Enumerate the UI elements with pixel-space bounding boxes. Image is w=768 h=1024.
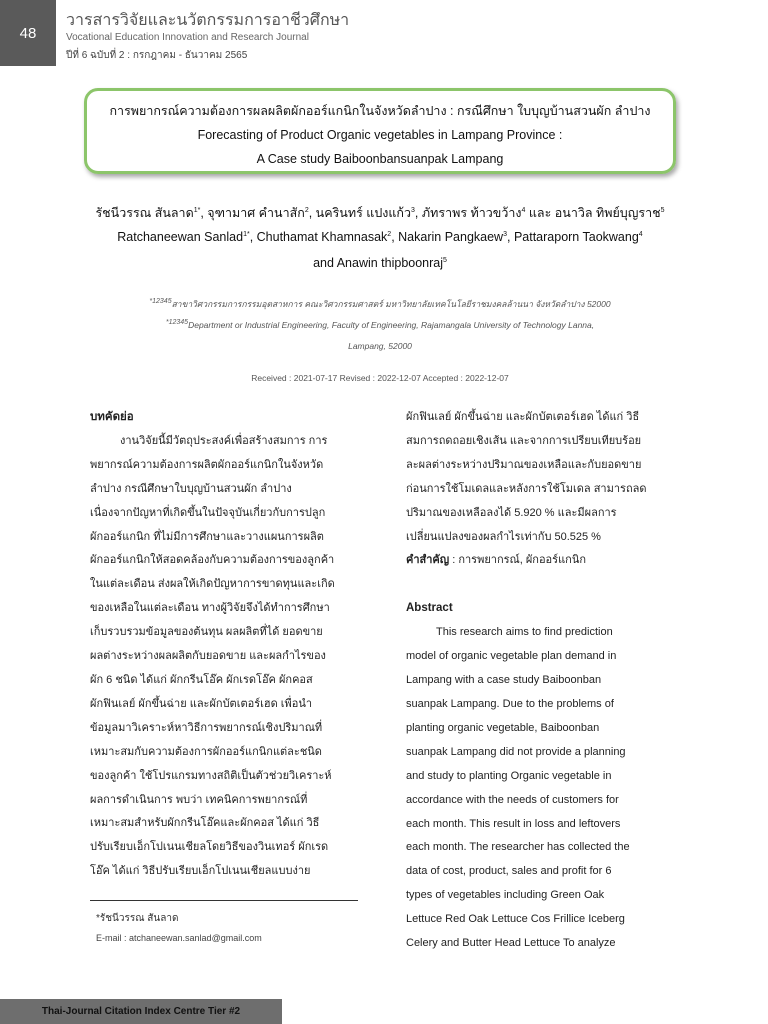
keywords-label: คำสำคัญ: [406, 554, 450, 567]
text-line: ผักออร์แกนิก ที่ไม่มีการศึกษาและวางแผนการผลิต: [90, 530, 324, 543]
author-en: and Anawin thipboonraj$^5$: [313, 256, 447, 271]
abstract-thai-body: [90, 430, 360, 884]
text-line: ผักฟินเลย์ ผักขึ้นฉ่าย และผักบัตเตอร์เฮด ได้แก่ วิธี: [406, 411, 640, 423]
text-line: ผักออร์แกนิกให้สอดคล้องกับความต้องการของลูกค้า: [90, 554, 335, 567]
text-line: ก่อนการใช้โมเดลและหลังการใช้โมเดล สามารถลด: [406, 482, 647, 495]
text-line: ผลต่างระหว่างผลผลิตกับยอดขาย และผลกำไรของ: [90, 650, 326, 663]
journal-title: วารสารวิจัยและนวัตกรรมการอาชีวศึกษา: [66, 12, 350, 29]
affiliation-en: $^{*12345}$Department or Industrial Engineering, Faculty of Engineering, Rajamangala University of Technology Lanna, Lampang, 52000: [165, 319, 595, 351]
text-line: เปลี่ยนแปลงของผลกำไรเท่ากับ 50.525 %: [406, 530, 601, 543]
author-th: รัชนีวรรณ สันลาด$^{1*}$,: [95, 206, 208, 221]
abstract-thai-heading: บทคัดย่อ: [90, 411, 134, 423]
text-line: ของเหลือในแต่ละเดือน ทางผู้วิจัยจึงได้ทำการศึกษา: [90, 602, 330, 615]
title-en-line2: A Case study Baiboonbansuanpak Lampang: [256, 152, 504, 166]
text-line: each month. This result in loss and leftovers: [406, 817, 621, 830]
keywords: [406, 549, 678, 573]
author-en: Nakarin Pangkaew$^3$,: [398, 230, 514, 245]
text-line: types of vegetables including Green Oak: [406, 889, 605, 902]
text-line: Celery and Butter Head Lettuce To analyze: [406, 937, 616, 950]
footnote-email[interactable]: E-mail : atchaneewan.sanlad@gmail.com: [96, 933, 262, 943]
text-line: ผัก 6 ชนิด ได้แก่ ผักกรีนโอ๊ค ผักเรดโอ๊ค ผักคอส: [90, 673, 313, 686]
submission-dates: Received : 2021-07-17 Revised : 2022-12-07 Accepted : 2022-12-07: [251, 373, 509, 383]
text-line: Lettuce Red Oak Lettuce Cos Frillice Iceberg: [406, 913, 625, 926]
text-line: Lampang with a case study Baiboonban: [406, 674, 602, 687]
text-line: ข้อมูลมาวิเคราะห์หาวิธีการพยากรณ์เชิงปริมาณที่: [90, 721, 323, 734]
abstract-en-body: [406, 621, 678, 956]
text-line: suanpak Lampang did not provide a planning: [406, 745, 626, 758]
text-line: This research aims to find prediction: [436, 626, 613, 639]
page-number: 48: [0, 0, 56, 66]
abstract-thai: [90, 406, 360, 884]
text-line: ปรับเรียบเอ็กโปเนนเชียลโดยวิธีของวินเทอร์ ผักเรด: [90, 841, 329, 854]
authors-thai: [50, 199, 710, 225]
affiliation-thai: $^{*12345}$สาขาวิศวกรรมการกรรมอุตสาหการ คณะวิศวกรรมศาสตร์ มหาวิทยาลัยเทคโนโลยีราชมงคลล้านนา จังหวัดลำปาง 52000: [149, 298, 611, 309]
text-line: ผักฟินเลย์ ผักขึ้นฉ่าย และผักบัตเตอร์เฮด เพื่อนำ: [90, 697, 313, 710]
title-en-line1: Forecasting of Product Organic vegetables in Lampang Province :: [197, 128, 563, 142]
footnote-divider: [90, 900, 358, 901]
text-line: ปริมาณของเหลือลงได้ 5.920 % และมีผลการ: [406, 506, 617, 519]
right-column: [406, 406, 678, 956]
abstract-en-heading: Abstract: [406, 602, 453, 615]
text-line: accordance with the needs of customers for: [406, 793, 619, 806]
abstract-thai-continued: [406, 406, 678, 549]
text-line: ของลูกค้า ใช้โปรแกรมทางสถิติเป็นตัวช่วยวิเคราะห์: [90, 769, 332, 782]
text-line: เก็บรวบรวมข้อมูลของต้นทุน ผลผลิตที่ได้ ยอดขาย: [90, 626, 323, 639]
journal-issue: ปีที่ 6 ฉบับที่ 2 : กรกฎาคม - ธันวาคม 2565: [66, 50, 248, 61]
journal-title-en: Vocational Education Innovation and Research Journal: [66, 32, 309, 43]
author-en: Chuthamat Khamnasak$^2$,: [256, 230, 399, 245]
author-en: Pattaraporn Taokwang$^4$: [513, 230, 643, 245]
text-line: งานวิจัยนี้มีวัตถุประสงค์เพื่อสร้างสมการ การ: [120, 434, 328, 447]
title-box: [84, 88, 676, 174]
text-line: ในแต่ละเดือน ส่งผลให้เกิดปัญหาการขาดทุนและเกิด: [90, 578, 335, 591]
footer-citation-index: Thai-Journal Citation Index Centre Tier #2: [0, 999, 282, 1024]
text-line: โอ๊ค ได้แก่ วิธีปรับเรียบเอ็กโปเนนเชียลแบบง่าย: [90, 865, 311, 878]
text-line: model of organic vegetable plan demand in: [406, 650, 617, 663]
text-line: เหมาะสมกับความต้องการผักออร์แกนิกแต่ละชนิด: [90, 745, 322, 758]
text-line: planting organic vegetable, Baiboonban: [406, 721, 600, 734]
author-th: นครินทร์ แปงแก้ว$^3$,: [315, 206, 422, 221]
text-line: suanpak Lampang. Due to the problems of: [406, 697, 614, 710]
text-line: สมการถดถอยเชิงเส้น และจากการเปรียบเทียบร้อย: [406, 434, 642, 447]
author-th: อนาวิล ทิพย์บุญราช$^5$: [554, 206, 665, 221]
text-line: พยากรณ์ความต้องการผลิตผักออร์แกนิกในจังหวัด: [90, 458, 324, 471]
text-line: ละผลต่างระหว่างปริมาณของเหลือและกับยอดขาย: [406, 458, 642, 471]
text-line: and study to planting Organic vegetable in: [406, 769, 612, 782]
authors-en: [50, 223, 710, 275]
text-line: เหมาะสมสำหรับผักกรีนโอ๊คและผักคอส ได้แก่ วิธี: [90, 817, 320, 830]
text-line: data of cost, product, sales and profit for 6: [406, 865, 612, 878]
author-th: ภัทราพร ท้าวขว้าง$^4$ และ: [421, 206, 555, 221]
text-line: เนื่องจากปัญหาที่เกิดขึ้นในปัจจุบันเกี่ยวกับการปลูก: [90, 506, 326, 519]
keywords-value: : การพยากรณ์, ผักออร์แกนิก: [449, 554, 587, 567]
footnote-author: *รัชนีวรรณ สันลาด: [96, 913, 179, 924]
text-line: ผลการดำเนินการ พบว่า เทคนิคการพยากรณ์ที่: [90, 793, 308, 806]
text-line: ลำปาง กรณีศึกษาใบบุญบ้านสวนผัก ลำปาง: [90, 482, 292, 495]
title-thai: การพยากรณ์ความต้องการผลผลิตผักออร์แกนิกในจังหวัดลำปาง : กรณีศึกษา ใบบุญบ้านสวนผัก ลำปาง: [109, 104, 651, 118]
author-en: Ratchaneewan Sanlad$^{1*}$,: [117, 230, 257, 245]
text-line: each month. The researcher has collected the: [406, 841, 630, 854]
author-th: จุฑามาศ คำนาสัก$^2$,: [207, 206, 316, 221]
